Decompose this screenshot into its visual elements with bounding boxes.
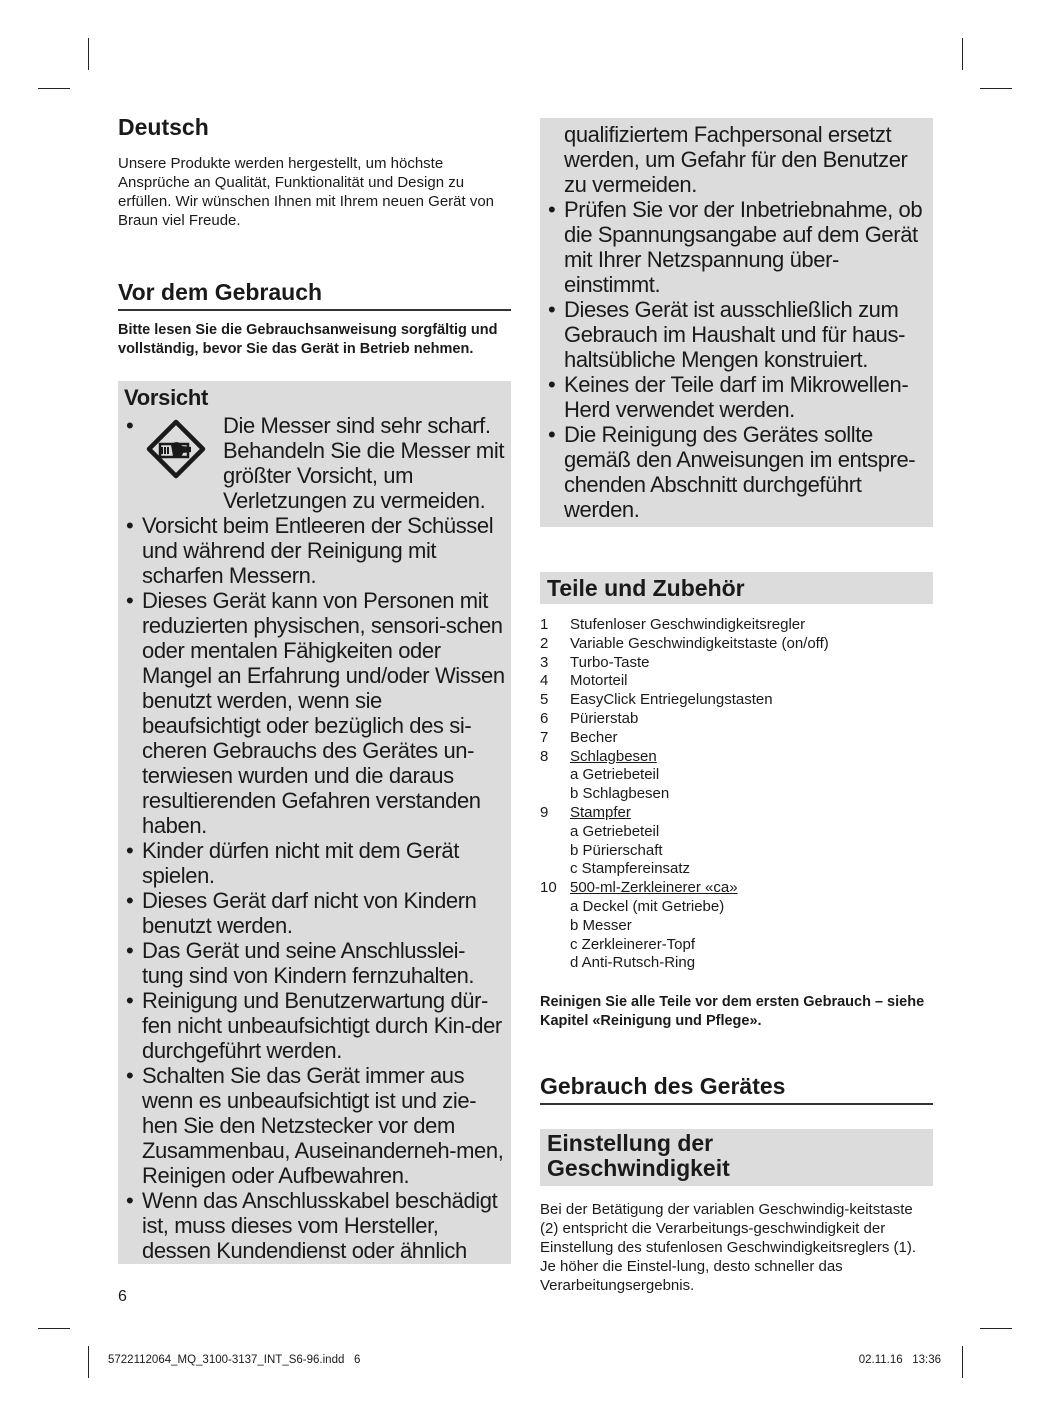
crop-mark	[88, 38, 89, 70]
parts-item: 4 Motorteil	[540, 672, 628, 690]
sharp-blade-warning-icon	[142, 413, 223, 513]
page-number: 6	[118, 1288, 127, 1305]
bullet: •	[126, 413, 134, 438]
parts-item: 7 Becher	[540, 728, 618, 746]
speed-heading-box	[540, 1129, 933, 1186]
parts-list	[540, 616, 933, 973]
parts-subitem: a Getriebeteil	[570, 822, 660, 840]
intro-paragraph: Unsere Produkte werden hergestellt, um höchste Ansprüche an Qualität, Funktionalität und Design zu erfüllen. Wir wünschen Ihnen mit Ihrem neuen Gerät von Braun viel Freude.	[118, 155, 495, 229]
list-item: • Die Reinigung des Gerätes sollte gemäß den Anweisungen im entspre-chenden Abschnitt durchgeführt werden.	[548, 422, 916, 522]
list-item: • Dieses Gerät darf nicht von Kindern benutzt werden.	[126, 888, 477, 938]
parts-subitem: d Anti-Rutsch-Ring	[570, 954, 696, 972]
crop-mark	[962, 1346, 963, 1378]
parts-heading: Teile und Zubehör	[547, 575, 745, 601]
right-column	[540, 118, 933, 1295]
list-item: • Reinigung und Benutzerwartung dür-fen nicht unbeaufsichtigt durch Kin-der durchgeführt werden.	[126, 988, 502, 1063]
speed-paragraph: Bei der Betätigung der variablen Geschwindig-keitstaste (2) entspricht die Verarbeitungs-geschwindigkeit der Einstellung des stufenlosen Geschwindigkeitsreglers (1). Je höher die Einstel-lung, desto schneller das Verarbeitungsergebnis.	[540, 1201, 917, 1295]
parts-subitem: b Schlagbesen	[570, 785, 670, 803]
footer-date: 02.11.16 13:36	[858, 1354, 941, 1366]
parts-item: 8 Schlagbesen	[540, 747, 657, 765]
list-item: • Keines der Teile darf im Mikrowellen-Herd verwendet werden.	[548, 372, 909, 422]
before-use-note: Bitte lesen Sie die Gebrauchsanweisung sorgfältig und vollständig, bevor Sie das Gerät in Betrieb nehmen.	[118, 322, 498, 357]
crop-mark	[88, 1346, 89, 1378]
list-item: • Kinder dürfen nicht mit dem Gerät spielen.	[126, 838, 459, 888]
before-use-heading: Vor dem Gebrauch	[118, 277, 511, 311]
speed-heading: Einstellung der Geschwindigkeit	[547, 1130, 730, 1182]
language-title: Deutsch	[118, 114, 209, 140]
parts-item: 9 Stampfer	[540, 803, 631, 821]
usage-heading: Gebrauch des Gerätes	[540, 1071, 933, 1105]
parts-subitem: b Pürierschaft	[570, 841, 663, 859]
left-column	[118, 112, 511, 1264]
parts-subitem: a Deckel (mit Getriebe)	[570, 897, 725, 915]
list-item: • Die Messer sind sehr scharf. Behandeln Sie die Messer mit größter Vorsicht, um Verletzungen zu vermeiden.	[126, 413, 505, 513]
parts-subitem: b Messer	[570, 916, 632, 934]
crop-mark	[980, 88, 1012, 89]
parts-item: 10 500-ml-Zerkleinerer «ca»	[540, 879, 738, 897]
crop-mark	[38, 1328, 70, 1329]
parts-heading-box	[540, 572, 933, 604]
footer-file-info: 5722112064_MQ_3100-3137_INT_S6-96.indd 6	[108, 1354, 361, 1366]
caution-box-continued	[540, 118, 933, 527]
caution-title: Vorsicht	[124, 385, 208, 410]
parts-subitem: c Stampfereinsatz	[570, 860, 691, 878]
caution-list	[124, 413, 505, 1263]
list-item: • Wenn das Anschlusskabel beschädigt ist, muss dieses vom Hersteller, dessen Kundendienst oder ähnlich	[126, 1188, 498, 1263]
crop-mark	[962, 38, 963, 70]
parts-item: 3 Turbo-Taste	[540, 653, 650, 671]
caution-list-continued	[548, 197, 925, 522]
list-item: • Dieses Gerät ist ausschließlich zum Gebrauch im Haushalt und für haus-haltsübliche Mengen konstruiert.	[548, 297, 906, 372]
caution-box	[118, 381, 511, 1264]
cleaning-note: Reinigen Sie alle Teile vor dem ersten Gebrauch – siehe Kapitel «Reinigung und Pflege».	[540, 994, 925, 1030]
parts-item: 5 EasyClick Entriegelungstasten	[540, 691, 773, 709]
list-item: • Schalten Sie das Gerät immer aus wenn es unbeaufsichtigt ist und zie-hen Sie den Netzstecker vor dem Zusammenbau, Auseinanderneh-men, Reinigen oder Aufbewahren.	[126, 1063, 504, 1188]
parts-item: 2 Variable Geschwindigkeitstaste (on/off)	[540, 634, 829, 652]
parts-item: 1 Stufenloser Geschwindigkeitsregler	[540, 616, 806, 633]
parts-item: 6 Pürierstab	[540, 709, 639, 727]
parts-subitem: c Zerkleinerer-Topf	[570, 935, 696, 953]
list-item: • Prüfen Sie vor der Inbetriebnahme, ob die Spannungsangabe auf dem Gerät mit Ihrer Netzspannung über-einstimmt.	[548, 197, 923, 297]
crop-mark	[980, 1328, 1012, 1329]
list-item: • Vorsicht beim Entleeren der Schüssel und während der Reinigung mit scharfen Messern.	[126, 513, 494, 588]
list-item: • Das Gerät und seine Anschlusslei-tung sind von Kindern fernzuhalten.	[126, 938, 475, 988]
continued-text: qualifiziertem Fachpersonal ersetzt werden, um Gefahr für den Benutzer zu vermeiden.	[564, 122, 908, 197]
parts-subitem: a Getriebeteil	[570, 766, 660, 784]
list-item: • Dieses Gerät kann von Personen mit reduzierten physischen, sensori-schen oder mentalen Fähigkeiten oder Mangel an Erfahrung und/oder Wissen benutzt werden, wenn sie beaufsichtigt oder bezüglich des si-cheren Gebrauchs des Gerätes un-terwiesen wurden und die daraus resultierenden Gefahren verstanden haben.	[126, 588, 505, 838]
crop-mark	[38, 88, 70, 89]
